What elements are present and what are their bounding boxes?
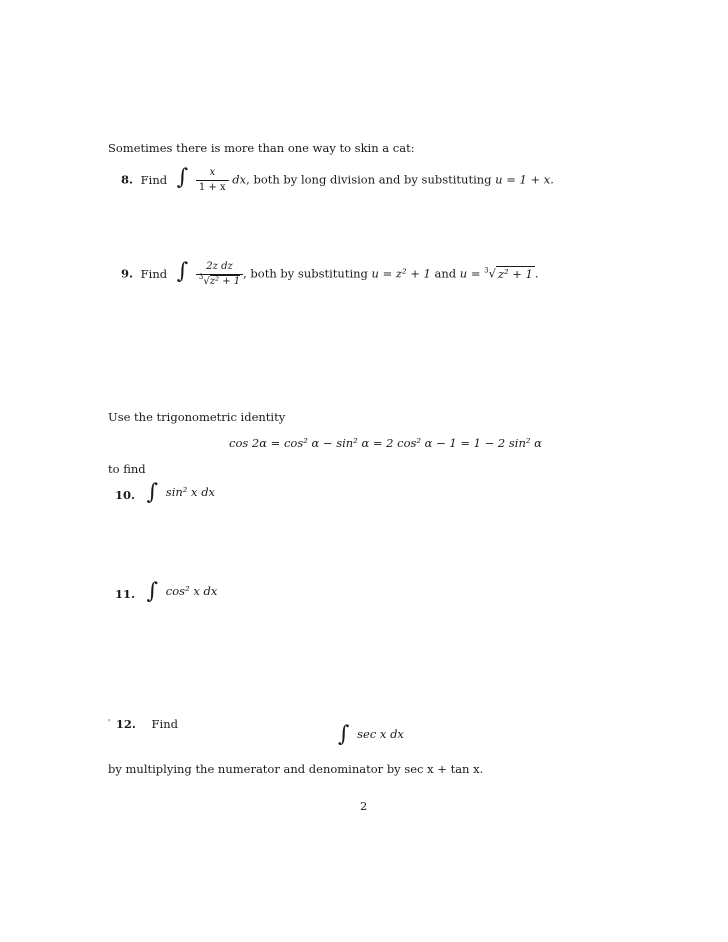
problem-9 <box>121 260 539 289</box>
trig-identity: cos 2α = cos² α − sin² α = 2 cos² α − 1 = 1 − 2 sin² α <box>229 436 542 450</box>
period: . <box>534 266 539 281</box>
problem-12-integral <box>338 724 404 746</box>
problem-number: 11. <box>115 587 136 601</box>
problem-number: 12. <box>115 717 136 731</box>
page-number: 2 <box>360 799 368 813</box>
integral-sign-icon: ∫ <box>146 480 159 505</box>
and-word: and <box>434 266 457 281</box>
problem-number: 9. <box>121 266 134 281</box>
integral-sign-icon: ∫ <box>176 164 189 190</box>
integrand: sec x dx <box>357 727 404 741</box>
find-label: Find <box>140 266 168 281</box>
stray-mark: ' <box>108 718 111 727</box>
find-label: Find <box>151 717 178 731</box>
problem-text: , both by long division and by substituting <box>246 172 492 187</box>
integral-sign-icon: ∫ <box>176 258 189 284</box>
integral-sign-icon: ∫ <box>146 579 159 604</box>
radicand: z² + 1 <box>497 266 533 281</box>
problem-number: 10. <box>115 488 136 502</box>
numerator: x <box>196 166 229 181</box>
denominator <box>196 275 243 289</box>
integrand: sin² x dx <box>165 485 216 499</box>
radicand: z² + 1 <box>209 276 241 287</box>
substitution-1: u = z² + 1 <box>371 266 431 281</box>
radical-sign-icon: √ <box>488 266 496 281</box>
to-find-text: to find <box>108 462 146 476</box>
radical-sign-icon: √ <box>203 276 210 287</box>
intro-text-2: Use the trigonometric identity <box>108 410 286 424</box>
numerator: 2z dz <box>196 260 243 275</box>
fraction <box>196 166 229 195</box>
problem-12 <box>108 717 178 731</box>
root-index: 3 <box>484 266 489 275</box>
root-index: 3 <box>198 273 204 281</box>
integrand: cos² x dx <box>165 584 218 598</box>
substitution: u = 1 + x. <box>495 172 554 187</box>
problem-11 <box>115 581 217 603</box>
problem-text: , both by substituting <box>243 266 368 281</box>
substitution-2-lhs: u = <box>459 266 481 281</box>
problem-number: 8. <box>121 172 134 187</box>
integral-sign-icon: ∫ <box>338 722 350 747</box>
differential: dx <box>232 172 247 187</box>
fraction <box>196 260 243 289</box>
denominator: 1 + x <box>198 182 226 193</box>
problem-10 <box>115 482 215 504</box>
problem-8 <box>121 166 554 195</box>
closing-text: by multiplying the numerator and denominator by sec x + tan x. <box>108 762 484 776</box>
find-label: Find <box>140 172 168 187</box>
intro-text: Sometimes there is more than one way to skin a cat: <box>108 141 415 155</box>
